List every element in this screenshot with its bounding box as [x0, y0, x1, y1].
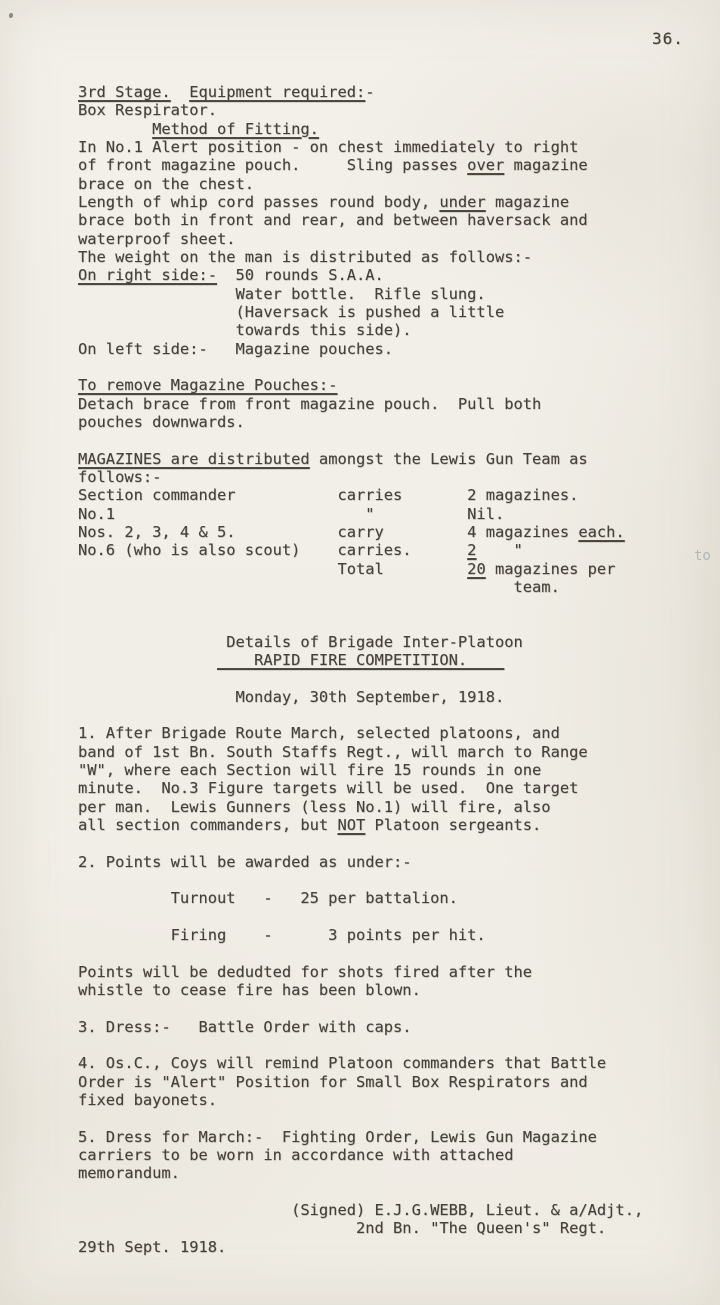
text-segment: "	[476, 541, 523, 560]
text-segment: carriers to be worn in accordance with attached	[78, 1146, 514, 1165]
document-line	[78, 908, 678, 926]
document-line	[78, 101, 678, 119]
text-segment: 29th Sept. 1918.	[78, 1237, 227, 1256]
underlined-text: On right side:-	[78, 266, 217, 285]
text-segment: memorandum.	[78, 1164, 180, 1183]
document-line	[78, 1018, 678, 1036]
document-line	[78, 560, 678, 578]
text-segment	[78, 651, 217, 669]
text-segment: towards this side).	[78, 321, 412, 340]
text-segment: Total	[78, 559, 468, 578]
text-segment: per man. Lewis Gunners (less No.1) will fire, also	[78, 797, 551, 816]
text-segment: pouches downwards.	[78, 412, 245, 431]
text-segment: brace on the chest.	[78, 174, 255, 193]
document-line	[78, 798, 678, 816]
text-segment: minute. No.3 Figure targets will be used. One target	[78, 779, 579, 798]
text-segment: whistle to cease fire has been blown.	[78, 981, 421, 1000]
document-line	[78, 1238, 678, 1256]
document-line	[78, 1164, 678, 1182]
text-segment: Box Respirator.	[78, 101, 217, 120]
document-line	[78, 120, 678, 138]
document-line	[78, 743, 678, 761]
text-segment: The weight on the man is distributed as follows:-	[78, 247, 533, 266]
document-line	[78, 816, 678, 834]
document-line	[78, 761, 678, 779]
text-segment: (Signed) E.J.G.WEBB, Lieut. & a/Adjt.,	[78, 1201, 644, 1220]
document-line	[78, 651, 678, 669]
document-line	[78, 376, 678, 394]
document-line	[78, 1091, 678, 1109]
document-line	[78, 1201, 678, 1219]
paper-speck	[9, 13, 13, 18]
underlined-text: 2	[467, 541, 477, 560]
document-line	[78, 1146, 678, 1164]
text-segment: No.6 (who is also scout) carries.	[78, 541, 468, 560]
document-line	[78, 779, 678, 797]
document-line	[78, 83, 678, 101]
document-line	[78, 413, 678, 431]
document-line	[78, 688, 678, 706]
text-segment: 1. After Brigade Route March, selected platoons, and	[78, 724, 560, 743]
text-segment: Details of Brigade Inter-Platoon	[78, 632, 523, 651]
text-segment: Length of whip cord passes round body,	[78, 192, 440, 211]
text-segment: Monday, 30th September, 1918.	[78, 687, 505, 706]
text-segment: 5. Dress for March:- Fighting Order, Lewis Gun Magazine	[78, 1127, 597, 1146]
text-segment: 50 rounds S.A.A.	[217, 266, 384, 285]
text-segment: "W", where each Section will fire 15 rounds in one	[78, 761, 542, 780]
text-segment: follows:-	[78, 467, 162, 486]
document-line	[78, 541, 678, 559]
document-line	[78, 358, 678, 376]
text-segment: waterproof sheet.	[78, 229, 236, 248]
page-number: 36.	[652, 29, 684, 48]
underlined-text: under	[439, 192, 486, 211]
document-line	[78, 615, 678, 633]
underlined-text: 20	[467, 559, 486, 578]
text-segment: Firing - 3 points per hit.	[78, 926, 486, 945]
document-line	[78, 1183, 678, 1201]
document-line	[78, 285, 678, 303]
document-line	[78, 834, 678, 852]
text-segment: Nos. 2, 3, 4 & 5. carry 4 magazines	[78, 522, 579, 541]
underlined-text: each.	[578, 522, 625, 541]
text-segment: magazine	[504, 156, 588, 175]
text-segment: In No.1 Alert position - on chest immediately to right	[78, 137, 579, 156]
text-segment: Water bottle. Rifle slung.	[78, 284, 486, 303]
underlined-text: 3rd Stage.	[78, 83, 171, 101]
document-line	[78, 523, 678, 541]
document-line	[78, 303, 678, 321]
document-body	[78, 83, 678, 1256]
document-line	[78, 450, 678, 468]
text-segment: Detach brace from front magazine pouch. Pull both	[78, 394, 542, 413]
document-line	[78, 889, 678, 907]
document-line	[78, 1073, 678, 1091]
text-segment: -	[365, 83, 375, 101]
text-segment: Turnout - 25 per battalion.	[78, 889, 458, 908]
document-line	[78, 431, 678, 449]
document-line	[78, 1219, 678, 1237]
document-line	[78, 156, 678, 174]
document-line	[78, 706, 678, 724]
document-line	[78, 175, 678, 193]
text-segment: 2nd Bn. "The Queen's" Regt.	[78, 1219, 607, 1238]
document-line	[78, 926, 678, 944]
document-line	[78, 981, 678, 999]
document-line	[78, 340, 678, 358]
document-line	[78, 1036, 678, 1054]
document-line	[78, 853, 678, 871]
text-segment: brace both in front and rear, and between haversack and	[78, 211, 588, 230]
text-segment: all section commanders, but	[78, 816, 338, 835]
underlined-text: Method of Fitting.	[152, 119, 319, 138]
text-segment: (Haversack is pushed a little	[78, 302, 505, 321]
document-line	[78, 871, 678, 889]
text-segment: No.1 " Nil.	[78, 504, 505, 523]
document-line	[78, 230, 678, 248]
text-segment: band of 1st Bn. South Staffs Regt., will march to Range	[78, 742, 588, 761]
document-line	[78, 999, 678, 1017]
document-line	[78, 596, 678, 614]
underlined-text: NOT	[337, 816, 366, 835]
document-line	[78, 248, 678, 266]
text-segment	[171, 83, 190, 101]
text-segment: Order is "Alert" Position for Small Box Respirators and	[78, 1072, 588, 1091]
text-segment: team.	[78, 577, 560, 596]
document-line	[78, 505, 678, 523]
underlined-text: To remove Magazine Pouches:-	[78, 376, 338, 395]
underlined-text: over	[467, 156, 505, 175]
document-line	[78, 395, 678, 413]
document-line	[78, 1054, 678, 1072]
text-segment: 3. Dress:- Battle Order with caps.	[78, 1017, 412, 1036]
document-line	[78, 578, 678, 596]
document-line	[78, 266, 678, 284]
document-line	[78, 633, 678, 651]
ink-bleed-smudge: to	[694, 548, 711, 564]
document-line	[78, 138, 678, 156]
document-line	[78, 944, 678, 962]
underlined-text: MAGAZINES are distributed	[78, 449, 310, 468]
document-line	[78, 321, 678, 339]
document-line	[78, 670, 678, 688]
text-segment: magazine	[485, 192, 570, 211]
document-line	[78, 211, 678, 229]
text-segment: Platoon sergeants.	[365, 816, 542, 835]
text-segment: 4. Os.C., Coys will remind Platoon commanders that Battle	[78, 1054, 607, 1073]
document-line	[78, 724, 678, 742]
text-segment: amongst the Lewis Gun Team as	[309, 449, 588, 468]
document-line	[78, 1128, 678, 1146]
underlined-text: RAPID FIRE COMPETITION.	[217, 651, 505, 670]
document-line	[78, 963, 678, 981]
text-segment: Points will be dedudted for shots fired after the	[78, 962, 533, 981]
text-segment: 2. Points will be awarded as under:-	[78, 852, 412, 871]
document-line	[78, 1109, 678, 1127]
underlined-text: Equipment required:	[189, 83, 366, 101]
document-line	[78, 468, 678, 486]
text-segment: magazines per	[485, 559, 616, 578]
document-line	[78, 193, 678, 211]
document-line	[78, 486, 678, 504]
text-segment: On left side:- Magazine pouches.	[78, 339, 394, 358]
text-segment: Section commander carries 2 magazines.	[78, 486, 579, 505]
text-segment	[78, 120, 152, 138]
text-segment: fixed bayonets.	[78, 1091, 217, 1110]
text-segment: of front magazine pouch. Sling passes	[78, 156, 468, 175]
